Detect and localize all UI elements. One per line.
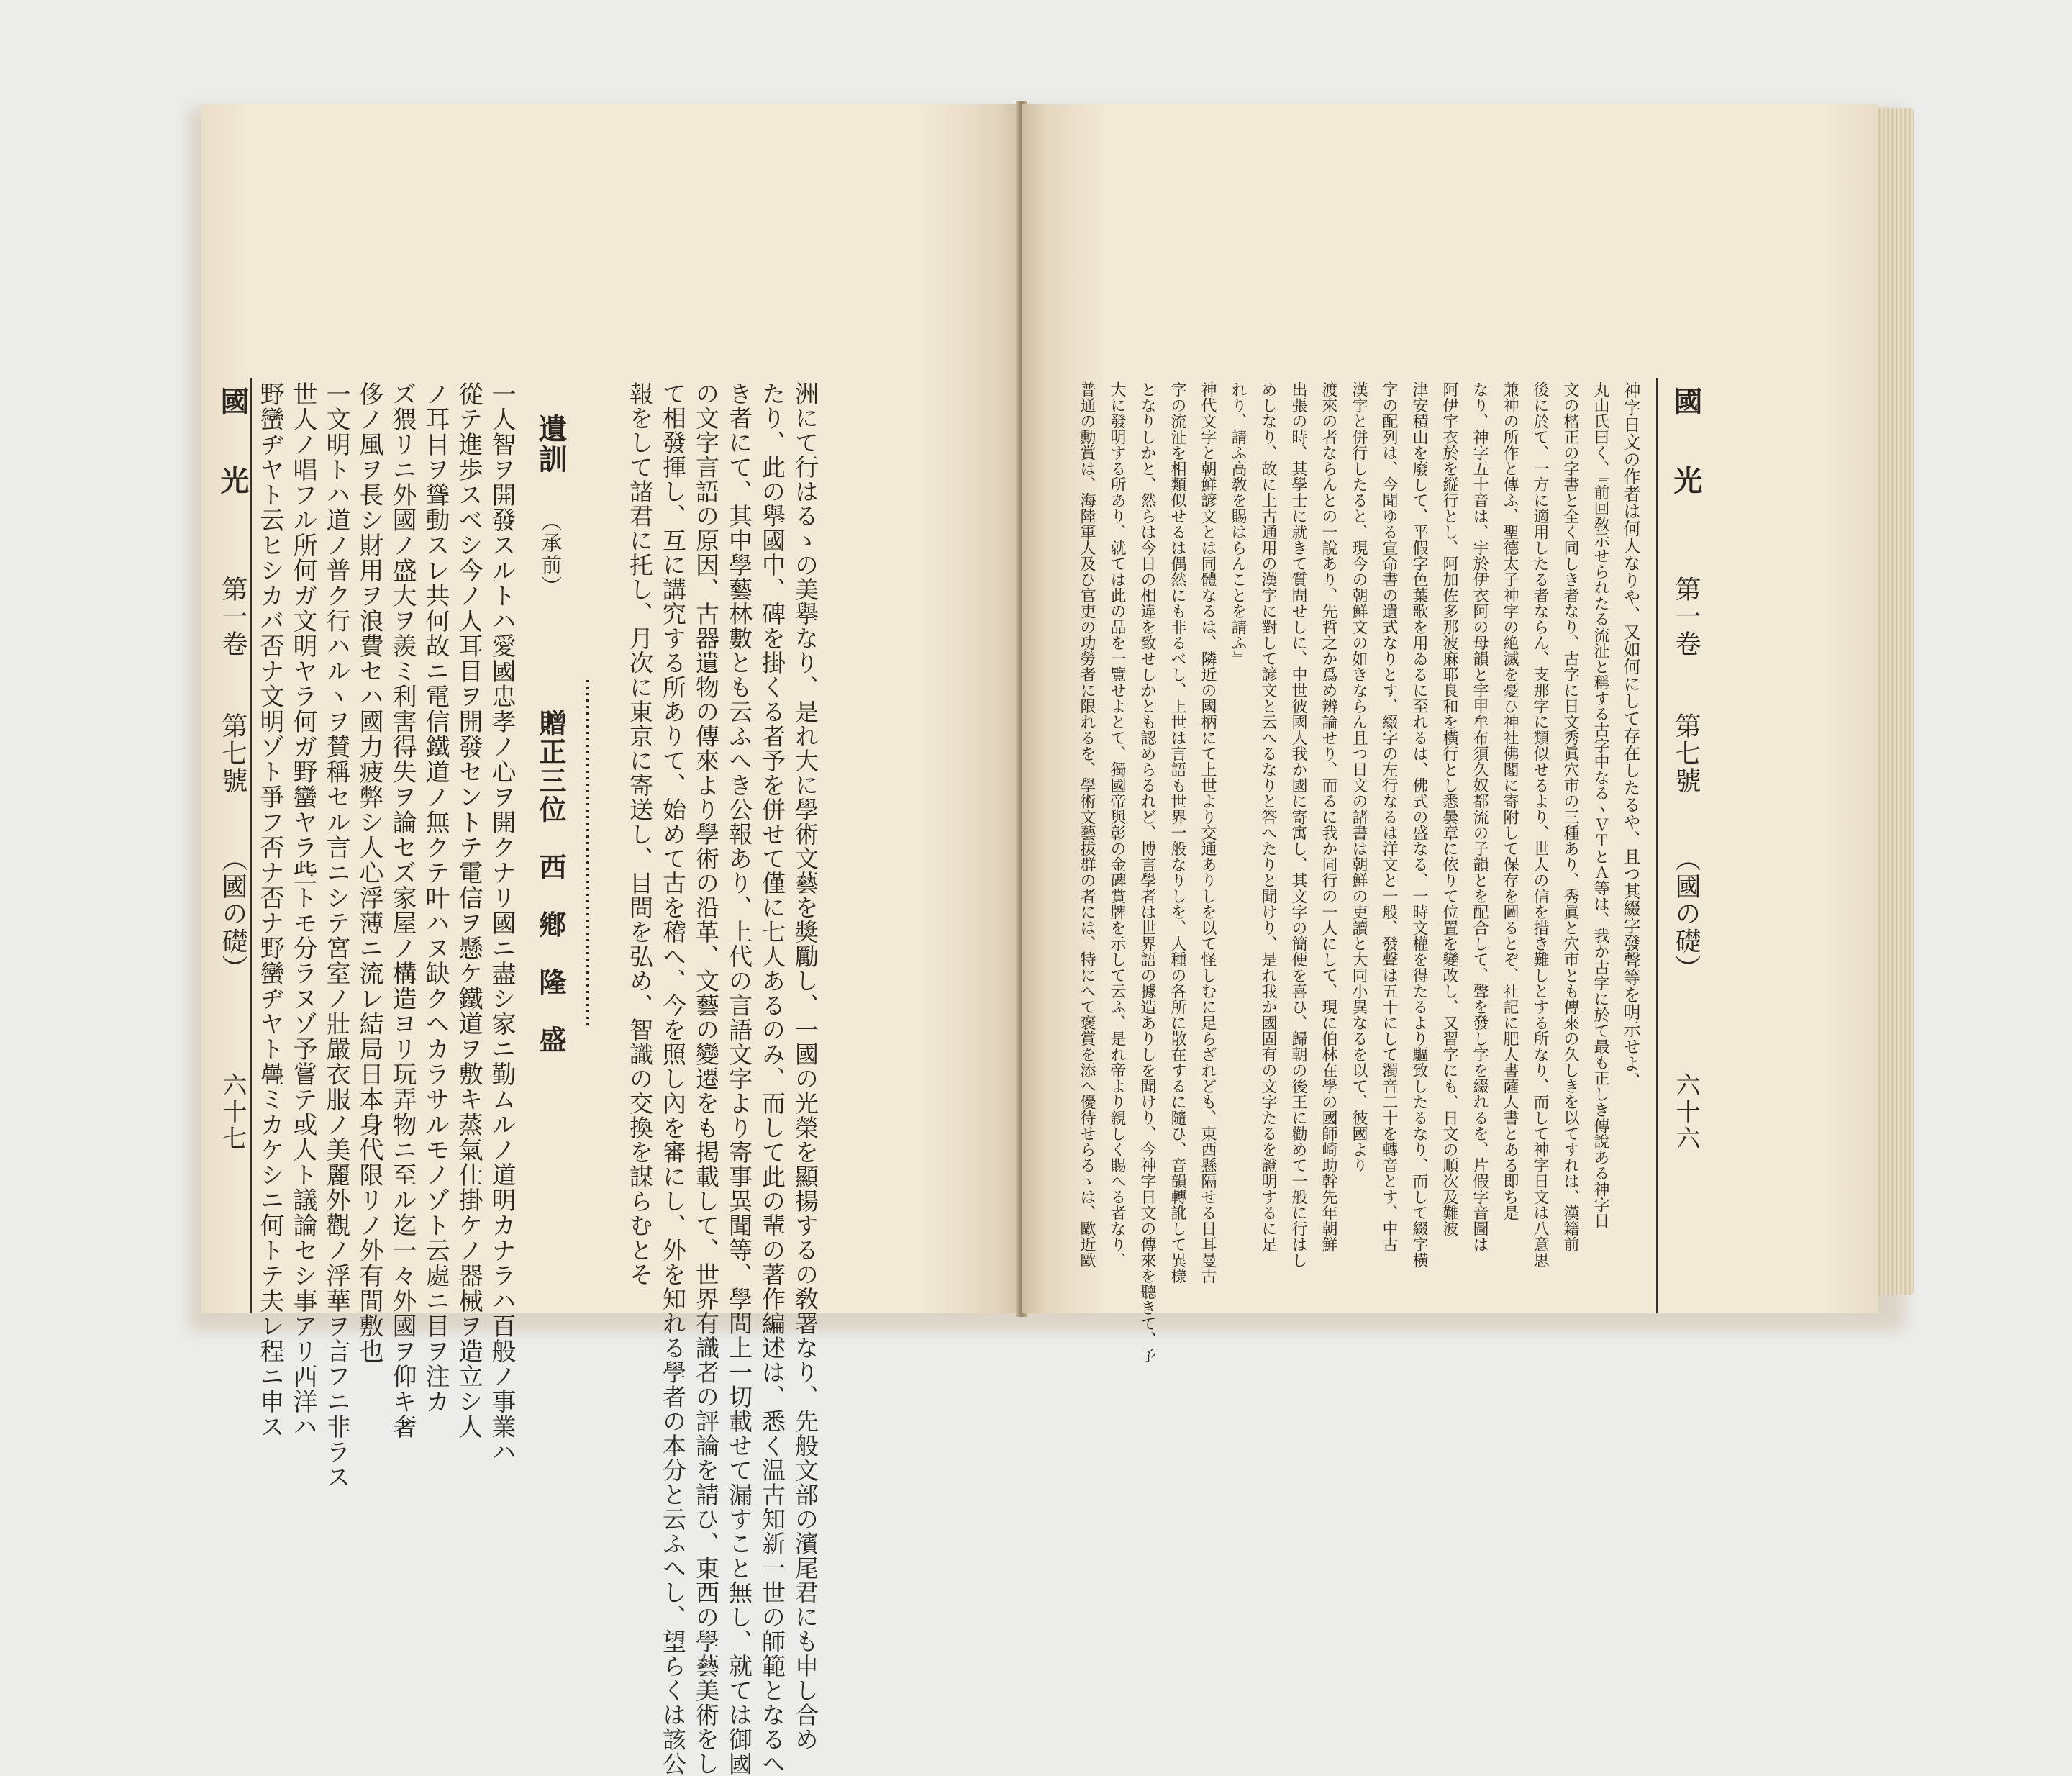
right-line-12: 出張の時、其學士に就きて質問せしに、中世彼國人我か國に寄寓し、其文字の簡便を喜ひ、歸朝の後王に勸めて一般に行はし [1289,381,1307,1268]
right-line-8: 津安積山を廢して、平假字色葉歌を用ゐるに至れるは、佛式の盛なる、一時文權を得たるより驅致したるなり、而して綴字橫 [1410,381,1428,1268]
left-top-line-2: たり、此の擧國中、碑を掛くる者予を併せて僅に七人あるのみ、而して此の輩の著作編述は、悉く温古知新一世の師範となるへ [758,381,786,1776]
right-line-4: 後に於て、一方に適用したる者ならん、支那字に類似せるより、世人の信を措き難しとする所なり、而して神字日文は八意思 [1531,381,1549,1268]
left-header-section: （國の礎） [218,846,247,982]
right-header-volume: 第一卷 [1671,576,1701,658]
left-header-volume: 第一卷 [218,576,247,658]
left-bottom-line-8: 野蠻ヂヤト云ヒシカバ否ナ文明ゾト爭フ否ナ否ナ野蠻ヂヤト疊ミカケシニ何トテ夫レ程ニ申ス [255,381,284,1439]
right-line-14: れり、請ふ高敎を賜はらんことを請ふ』 [1229,381,1247,666]
left-top-line-6: 報をして諸君に托し、月次に東京に寄送し、目問を弘め、智識の交換を謀らむとそ [626,381,654,1287]
right-header-title-1: 國 [1669,386,1703,428]
right-header-title-2: 光 [1669,466,1703,507]
left-bottom-line-1: 一人智ヲ開發スルトハ愛國忠孝ノ心ヲ開クナリ國ニ盡シ家ニ勤ムルノ道明カナラハ百般ノ事業ハ [487,381,516,1464]
right-line-17: 字の流沚を相類似せるは偶然にも非るべし、上世は言語も世界一般なりしを、人種の各所に散在するに隨ひ、音韻轉訛して異様 [1168,381,1186,1284]
left-top-line-4: の文字言語の原因、古器遺物の傳來より學術の沿革、文藝の變遷をも掲載して、世界有識者の評論を請ひ、東西の學藝美術をし [692,381,720,1776]
left-page [201,104,1022,1776]
right-line-5: 兼神の所作と傳ふ、聖德太子神字の絶滅を憂ひ神社佛閣に寄附して保存を圖るとぞ、社記に肥人書薩人書とある即ち是 [1501,381,1519,1220]
left-bottom-line-3: ノ耳目ヲ聳動スレ共何故ニ電信鐵道ノ無クテ叶ハヌ缺クヘカラサルモノゾト云處ニ目ヲ注カ [421,381,450,1414]
left-bottom-line-2: 從テ進歩スベシ今ノ人耳目ヲ開發セントテ電信ヲ懸ケ鐵道ヲ敷キ蒸氣仕掛ケノ器械ヲ造立シ人 [454,381,483,1439]
right-line-11: 渡來の者ならんとの一說あり、先哲之か爲め辨論せり、而るに我か同行の一人にして、現に伯林在學の國師崎助幹先年朝鮮 [1319,381,1337,1252]
right-page-number: 六十六 [1671,1072,1700,1152]
left-top-line-5: て相發揮し、互に講究する所ありて、始めて古を稽へ、今を照し內を審にし、外を知れる學者の本分と云ふへし、望らくは該公 [659,381,687,1776]
right-line-6: なり、神字五十音は、宇於伊衣阿の母韻と宇甲牟布須久奴都流の子韻とを配合して、聲を發し字を綴れるを、片假字音圖は [1471,381,1489,1252]
right-line-19: 大に發明する所あり、就ては此の品を一覽せよとて、獨國帝與彰の金碑賞牌を示して云ふ、是れ帝より親しく賜へる者なり、 [1108,381,1126,1268]
right-page [1022,104,1878,1363]
left-bottom-line-6: 一文明トハ道ノ普ク行ハルヽヲ賛稱セル言ニシテ宮室ノ壯嚴衣服ノ美麗外觀ノ浮華ヲ言フニ非ラス [322,381,350,1490]
right-line-2: 丸山氏曰く、『前回敎示せられたる流沚と稱する古字中なるヽＶＴとＡ等は、我か古字に於て最も正しき傳說ある神字日 [1591,381,1609,1228]
right-line-16: 神代文字と朝鮮諺文とは同體なるは、隣近の國柄にて上世より交通ありしを以て怪しむに足らざれども、東西懸隔せる日耳曼古 [1199,381,1217,1284]
right-line-13: めしなり、故に上古通用の漢字に對して諺文と云へるなりと答へたりと聞けり、是れ我か國固有の文字たるを證明するに足 [1259,381,1277,1252]
left-bottom-line-4: ズ猥リニ外國ノ盛大ヲ羨ミ利害得失ヲ論セズ家屋ノ構造ヨリ玩弄物ニ至ル迄一々外國ヲ仰キ奢 [388,381,417,1439]
left-bottom-line-5: 侈ノ風ヲ長シ財用ヲ浪費セハ國力疲弊シ人心浮薄ニ流レ結局日本身代限リノ外有間敷也 [355,381,383,1364]
left-top-line-1: 洲にて行はるゝの美擧なり、是れ大に學術文藝を獎勵し、一國の光榮を顯揚するの敎署なり、先般文部の濱尾君にも申し合め [791,381,819,1752]
left-header-title-2: 光 [216,466,250,507]
right-line-20: 普通の勳賞は、海陸軍人及ひ官吏の功勞者に限れるを、學術文藝拔群の者には、特にへて褒賞を添へ優待せらるゝは、歐近歐 [1078,381,1096,1268]
right-line-18: となりしかと、然らは今日の相違を致せしかとも認めらるれど、博言學者は世界語の據造ありしを聞けり、今神字日文の傳來を聽きて、予 [1138,381,1156,1363]
left-page-number: 六十七 [218,1072,247,1152]
left-header-rule [250,378,252,1313]
left-header-number: 第七號 [218,712,247,794]
article-separator [586,680,589,1025]
right-line-9: 字の配列は、今聞ゆる宣命書の遺式なりとす、綴字の左行なるは洋文と一般、發聲は五十にして濁音二十を轉音とす、中古 [1380,381,1398,1252]
book-page-edges [1872,108,1914,1295]
article-author: 贈正三位 西 鄕 隆 盛 [535,709,567,1054]
left-bottom-line-7: 世人ノ唱フル所何ガ文明ヤラ何ガ野蠻ヤラ些トモ分ラヌゾ予嘗テ或人ト議論セシ事アリ西洋ハ [288,381,317,1439]
left-header-title-1: 國 [216,386,250,428]
right-header-number: 第七號 [1671,712,1701,794]
right-line-10: 漢字と併行したると、現今の朝鮮文の如きならん且つ日文の諸書は朝鮮の吏讀と大同小異なるを以て、彼國より [1350,381,1368,1173]
right-line-3: 文の楷正の字書と全く同しき者なり、古字に日文秀眞穴市の三種あり、秀眞と穴市とも傳來の久しきを以てすれは、漢籍前 [1561,381,1579,1252]
article-heading: 遺訓 [534,414,568,474]
article-note: （承前） [539,511,563,597]
right-line-7: 阿伊宇衣於を縦行とし、阿加佐多那波麻耶良和を橫行とし悉曇章に依りて位置を變改し、又習字にも、日文の順次及難波 [1440,381,1458,1236]
right-header-section: （國の礎） [1671,846,1701,982]
right-line-1: 神字日文の作者は何人なりや、又如何にして存在したるや、且つ其綴字發聲等を明示せよ、 [1620,381,1640,1089]
right-header-rule [1656,378,1658,1313]
left-top-line-3: き者にて、其中學藝林數とも云ふへき公報あり、上代の言語文字より寄事異聞等、學問上一切載せて漏すこと無し、就ては御國 [725,381,753,1776]
